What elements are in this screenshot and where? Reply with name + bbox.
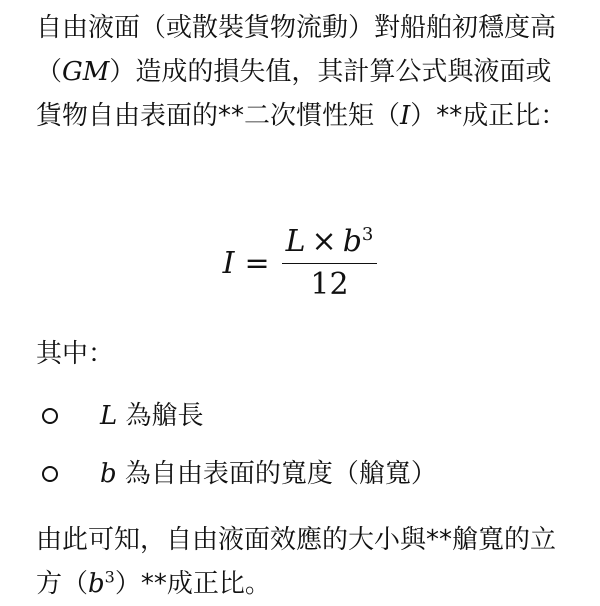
formula-lhs: I <box>222 245 235 281</box>
where-label: 其中： <box>36 339 115 369</box>
list-item <box>36 452 576 496</box>
intro-paragraph <box>36 6 576 138</box>
numerator-var-b: b <box>342 223 362 259</box>
inertia-symbol: I <box>400 101 411 131</box>
list-item-var: L <box>100 401 118 431</box>
conclusion-text-2: ）**成正比。 <box>114 569 271 599</box>
formula-fraction <box>282 225 378 302</box>
formula-denominator: 12 <box>310 266 349 302</box>
formula-equals: = <box>244 245 270 281</box>
conclusion-var: b <box>88 569 105 599</box>
numerator-var-l: L <box>285 223 306 259</box>
list-item <box>36 394 576 438</box>
conclusion-paragraph <box>36 518 576 606</box>
list-item-text <box>100 394 204 438</box>
intro-text-3: ）**成正比： <box>410 101 567 131</box>
list-item-var: b <box>100 459 117 489</box>
bullet-circle-icon <box>42 408 58 424</box>
formula-numerator <box>282 225 378 264</box>
list-item-desc: 為自由表面的寬度（艙寬） <box>116 459 437 489</box>
list-item-text <box>100 452 437 496</box>
conclusion-text-1: 由此可知，自由液面效應的大小與**艙寬的立方（ <box>36 525 557 599</box>
conclusion-exponent: 3 <box>104 567 115 587</box>
bullet-circle-icon <box>42 466 58 482</box>
numerator-times: × <box>311 223 337 259</box>
inertia-formula <box>0 218 600 308</box>
numerator-exponent: 3 <box>361 223 374 245</box>
intro-text-2: ）造成的損失值，其計算公式與液面或貨物自由表面的**二次慣性矩（ <box>36 57 552 131</box>
gm-symbol: GM <box>62 57 110 87</box>
intro-text-1: 自由液面（或散裝貨物流動）對船舶初穩度高（ <box>36 13 557 87</box>
list-item-desc: 為艙長 <box>117 401 204 431</box>
